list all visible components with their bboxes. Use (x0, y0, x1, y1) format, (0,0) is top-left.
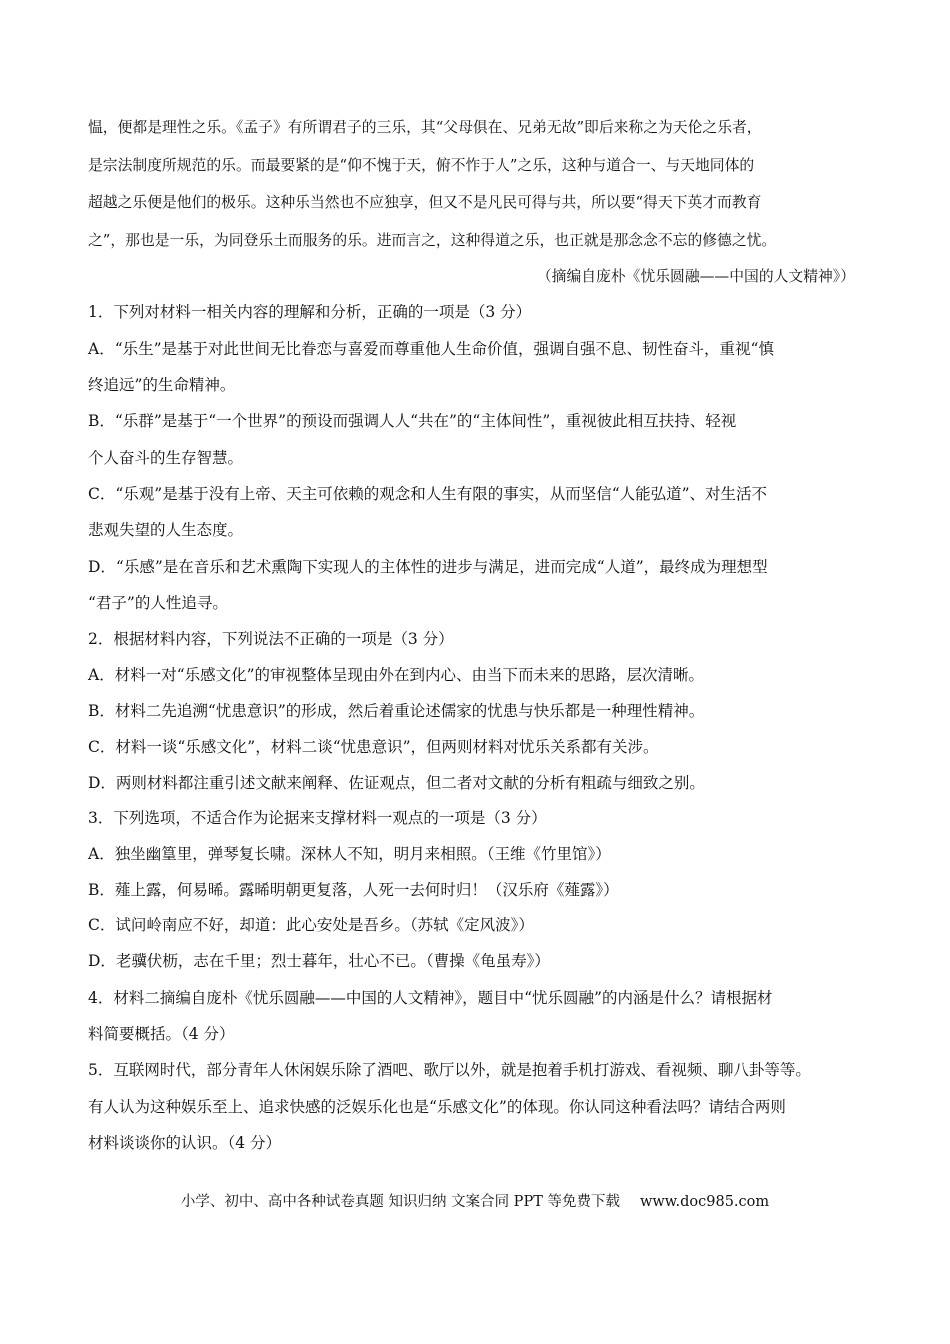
question-5-stem-line-1: 5．互联网时代，部分青年人休闲娱乐除了酒吧、歌厅以外，就是抱着手机打游戏、看视频、聊八卦等等。 (88, 1061, 811, 1079)
question-1-option-d-line-2: “君子”的人性追寻。 (88, 594, 228, 612)
question-1-option-d-line-1: D．“乐感”是在音乐和艺术熏陶下实现人的主体性的进步与满足，进而完成“人道”，最终成为理想型 (88, 558, 768, 576)
footer-text: 小学、初中、高中各种试卷真题 知识归纳 文案合同 PPT 等免费下载 (180, 1194, 620, 1210)
question-4-stem-line-2: 料简要概括。（4 分） (88, 1025, 235, 1043)
question-1-option-c-line-1: C．“乐观”是基于没有上帝、天主可依赖的观念和人生有限的事实，从而坚信“人能弘道”、对生活不 (88, 485, 768, 503)
question-2-option-d: D．两则材料都注重引述文献来阐释、佐证观点，但二者对文献的分析有粗疏与细致之别。 (88, 774, 705, 792)
question-2-stem: 2．根据材料内容，下列说法不正确的一项是（3 分） (88, 630, 454, 648)
question-3-stem: 3．下列选项，不适合作为论据来支撑材料一观点的一项是（3 分） (88, 809, 547, 827)
question-1-option-c-line-2: 悲观失望的人生态度。 (88, 521, 244, 539)
passage-line-3: 超越之乐便是他们的极乐。这种乐当然也不应独享，但又不是凡民可得与共，所以要“得天下英才而教育 (88, 194, 762, 211)
passage-source: （摘编自庞朴《忧乐圆融——中国的人文精神》） (536, 268, 855, 285)
question-5-stem-line-2: 有人认为这种娱乐至上、追求快感的泛娱乐化也是“乐感文化”的体现。你认同这种看法吗？请结合两则 (88, 1098, 786, 1116)
question-2-option-a: A．材料一对“乐感文化”的审视整体呈现由外在到内心、由当下而未来的思路，层次清晰。 (88, 666, 705, 684)
question-5-stem-line-3: 材料谈谈你的认识。（4 分） (88, 1134, 282, 1152)
question-1-option-a-line-1: A．“乐生”是基于对此世间无比眷恋与喜爱而尊重他人生命价值，强调自强不息、韧性奋斗，重视“慎 (88, 340, 774, 358)
question-1-stem: 1．下列对材料一相关内容的理解和分析，正确的一项是（3 分） (88, 303, 532, 321)
question-2-option-b: B．材料二先追溯“忧患意识”的形成，然后着重论述儒家的忧患与快乐都是一种理性精神。 (88, 702, 705, 720)
question-3-option-b: B．薤上露，何易晞。露晞明朝更复落，人死一去何时归！（汉乐府《薤露》） (88, 881, 619, 899)
question-2-option-c: C．材料一谈“乐感文化”，材料二谈“忧患意识”，但两则材料对忧乐关系都有关涉。 (88, 738, 659, 756)
page-footer (0, 1192, 950, 1212)
passage-line-4: 之”，那也是一乐，为同登乐土而服务的乐。进而言之，这种得道之乐，也正就是那念念不忘的修德之忧。 (88, 232, 777, 249)
footer-link[interactable]: www.doc985.com (639, 1194, 770, 1210)
passage-line-2: 是宗法制度所规范的乐。而最要紧的是“仰不愧于天，俯不怍于人”之乐，这种与道合一、与天地同体的 (88, 157, 755, 174)
question-1-option-b-line-2: 个人奋斗的生存智慧。 (88, 449, 244, 467)
question-1-option-b-line-1: B．“乐群”是基于“一个世界”的预设而强调人人“共在”的“主体间性”，重视彼此相互扶持、轻视 (88, 412, 737, 430)
question-3-option-d: D．老骥伏枥，志在千里；烈士暮年，壮心不已。（曹操《龟虽寿》） (88, 952, 550, 970)
passage-line-1: 愠，便都是理性之乐。《孟子》有所谓君子的三乐，其“父母俱在、兄弟无故”即后来称之为天伦之乐者， (88, 119, 762, 136)
question-3-option-a: A．独坐幽篁里，弹琴复长啸。深林人不知，明月来相照。（王维《竹里馆》） (88, 845, 611, 863)
question-4-stem-line-1: 4．材料二摘编自庞朴《忧乐圆融——中国的人文精神》，题目中“忧乐圆融”的内涵是什么？请根据材 (88, 989, 773, 1007)
question-1-option-a-line-2: 终追远”的生命精神。 (88, 376, 236, 394)
question-3-option-c: C．试问岭南应不好，却道：此心安处是吾乡。（苏轼《定风波》） (88, 916, 534, 934)
